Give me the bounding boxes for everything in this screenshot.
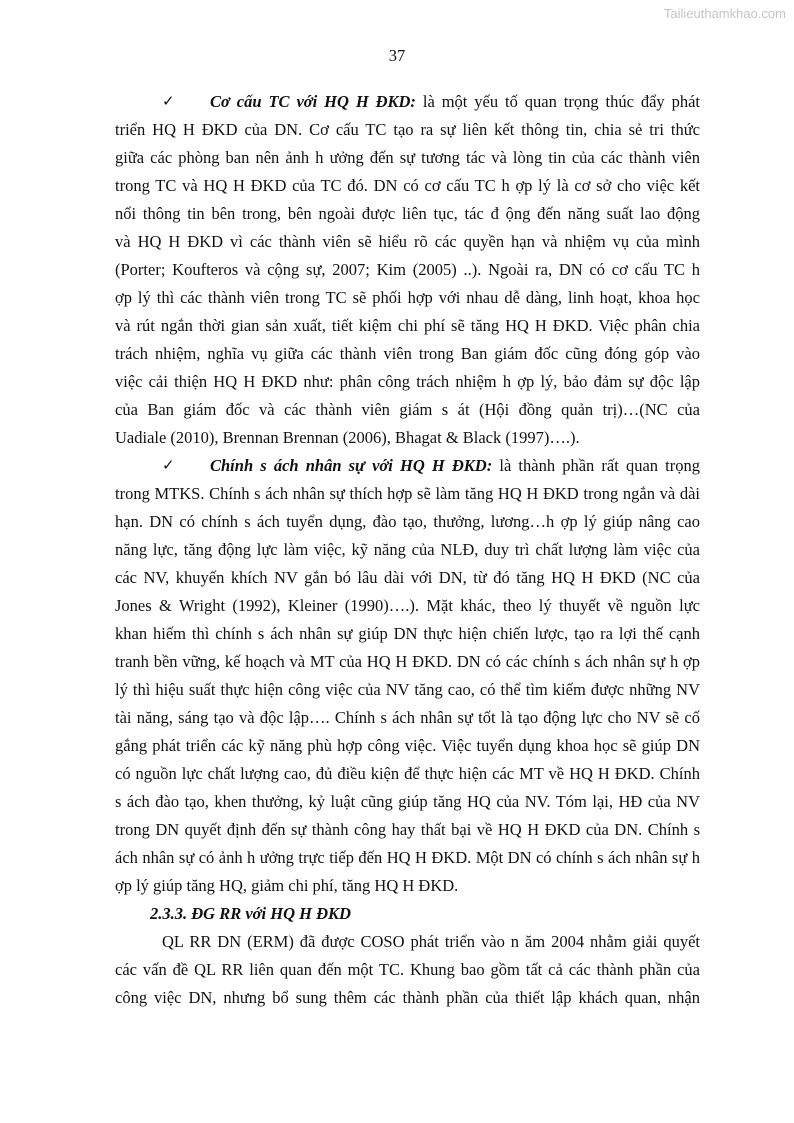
paragraph-line: hạn. DN có chính s ách tuyển dụng, đào tạo, thưởng, lương…h ợp lý giúp nâng cao: [115, 512, 700, 531]
section-heading: 2.3.3. ĐG RR với HQ H ĐKD: [150, 904, 351, 923]
paragraph-line: giữa các phòng ban nên ảnh h ưởng đến sự tương tác và lòng tin của các thành viên: [115, 148, 700, 167]
paragraph-line: ợp lý thì các thành viên trong TC sẽ phối hợp với nhau dễ dàng, linh hoạt, khoa học: [115, 288, 700, 307]
paragraph-line: tranh bền vững, kế hoạch và MT của HQ H ĐKD. DN có các chính s ách nhân sự h ợp: [115, 652, 700, 671]
paragraph-line: năng lực, tăng động lực làm việc, kỹ năng của NLĐ, duy trì chất lượng làm việc của: [115, 540, 700, 559]
paragraph-line: tài năng, sáng tạo và độc lập…. Chính s ách nhân sự tốt là tạo động lực cho NV sẽ cố: [115, 708, 700, 727]
paragraph-line: trong TC và HQ H ĐKD của TC đó. DN có cơ cấu TC h ợp lý là cơ sở cho việc kết: [115, 176, 700, 195]
paragraph-line: gắng phát triển các kỹ năng phù hợp công việc. Việc tuyển dụng khoa học sẽ giúp DN: [115, 736, 700, 755]
paragraph-line: lý thì hiệu suất thực hiện công việc của NV tăng cao, có thể tìm kiếm được những NV: [115, 680, 700, 699]
paragraph-line: khan hiếm thì chính s ách nhân sự giúp DN thực hiện chiến lược, tạo ra lợi thế cạnh: [115, 624, 700, 643]
paragraph-line: ợp lý giúp tăng HQ, giảm chi phí, tăng HQ H ĐKD.: [115, 876, 459, 895]
section1-first-text: là một yếu tố quan trọng thúc đẩy phát: [422, 92, 700, 111]
paragraph-line: Jones & Wright (1992), Kleiner (1990)….). Mặt khác, theo lý thuyết về nguồn lực: [115, 596, 700, 615]
paragraph-line: trong MTKS. Chính s ách nhân sự thích hợp sẽ làm tăng HQ H ĐKD trong ngắn và dài: [115, 484, 700, 503]
paragraph-line: triển HQ H ĐKD của DN. Cơ cấu TC tạo ra sự liên kết thông tin, chia sẻ tri thức: [115, 120, 700, 139]
paragraph-line: (Porter; Koufteros và cộng sự, 2007; Kim (2005) ..). Ngoài ra, DN có cơ cấu TC h: [115, 260, 700, 279]
paragraph-line: của Ban giám đốc và các thành viên giám s át (Hội đồng quản trị)…(NC của: [115, 400, 700, 419]
section2-title: Chính s ách nhân sự với HQ H ĐKD:: [210, 456, 493, 475]
paragraph-line: QL RR DN (ERM) đã được COSO phát triển vào n ăm 2004 nhằm giải quyết: [162, 932, 700, 951]
section1-first-line: [210, 92, 700, 112]
paragraph-line: và rút ngắn thời gian sản xuất, tiết kiệm chi phí sẽ tăng HQ H ĐKD. Việc phân chia: [115, 316, 700, 335]
watermark: Tailieuthamkhao.com: [663, 6, 786, 21]
paragraph-line: s ách đào tạo, khen thưởng, kỷ luật cũng giúp tăng HQ của NV. Tóm lại, HĐ của NV: [115, 792, 700, 811]
paragraph-line: việc cải thiện HQ H ĐKD như: phân công trách nhiệm h ợp lý, bảo đảm sự độc lập: [115, 372, 700, 391]
section2-first-text: là thành phần rất quan trọng: [499, 456, 700, 475]
paragraph-line: ách nhân sự có ảnh h ưởng trực tiếp đến HQ H ĐKD. Một DN có chính s ách nhân sự h: [115, 848, 700, 867]
paragraph-line: các NV, khuyến khích NV gắn bó lâu dài với DN, từ đó tăng HQ H ĐKD (NC của: [115, 568, 700, 587]
paragraph-line: Uadiale (2010), Brennan Brennan (2006), Bhagat & Black (1997)….).: [115, 428, 580, 447]
paragraph-line: nối thông tin bên trong, bên ngoài được liên tục, tác đ ộng đến năng suất lao động: [115, 204, 700, 223]
paragraph-line: các vấn đề QL RR liên quan đến một TC. Khung bao gồm tất cả các thành phần của: [115, 960, 700, 979]
paragraph-line: có nguồn lực chất lượng cao, đủ điều kiện để thực hiện các MT về HQ H ĐKD. Chính: [115, 764, 700, 783]
paragraph-line: công việc DN, nhưng bổ sung thêm các thành phần của thiết lập khách quan, nhận: [115, 988, 700, 1007]
paragraph-line: trách nhiệm, nghĩa vụ giữa các thành viên trong Ban giám đốc cũng đóng góp vào: [115, 344, 700, 363]
page-number: 37: [388, 46, 406, 65]
section1-title: Cơ cấu TC với HQ H ĐKD:: [210, 92, 416, 111]
checkmark-icon: ✓: [162, 456, 175, 474]
paragraph-line: trong DN quyết định đến sự thành công hay thất bại về HQ H ĐKD của DN. Chính s: [115, 820, 700, 839]
checkmark-icon: ✓: [162, 92, 175, 110]
section2-first-line: [210, 456, 700, 476]
paragraph-line: và HQ H ĐKD vì các thành viên sẽ hiểu rõ các quyền hạn và nhiệm vụ của mình: [115, 232, 700, 251]
